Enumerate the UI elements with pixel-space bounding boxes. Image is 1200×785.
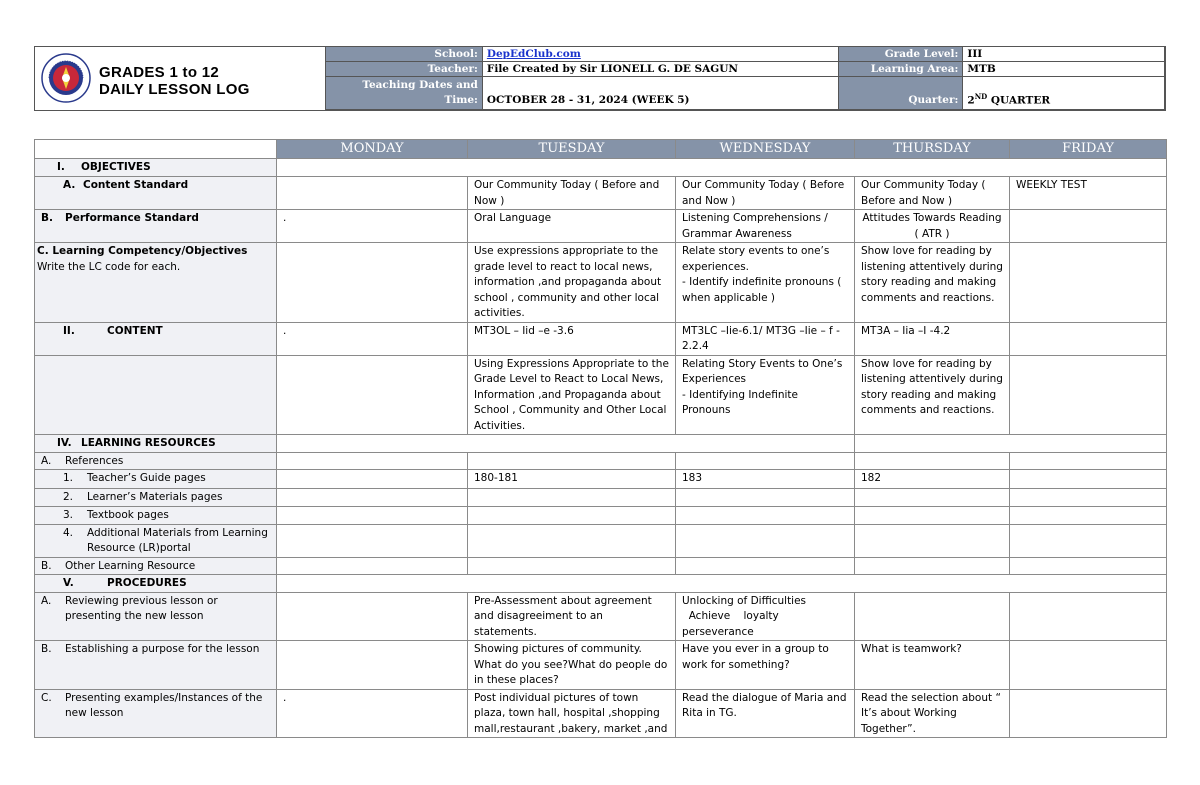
other-resource-tuesday [468,557,676,575]
additional-materials-row [35,524,1167,557]
day-header-monday: MONDAY [277,140,468,159]
quarter-text: QUARTER [987,94,1051,106]
quarter-value [963,77,1165,110]
purpose-tuesday: Showing pictures of community. What do you see?What do people do in these places? [468,641,676,690]
resources-row [35,435,1167,453]
content-detail-thursday: Show love for reading by listening attentively during story reading and making comments and reactions. [855,355,1010,435]
content-standard-row [35,177,1167,210]
quarter-number: 2 [967,94,975,106]
references-monday [277,452,468,470]
competency-wednesday: Relate story events to one’s experiences. - Identify indefinite pronouns ( when applicable ) [676,243,855,323]
daily-lesson-log-table [34,139,1167,738]
competency-row [35,243,1167,323]
resources-span-right [855,435,1167,453]
additional-materials-tuesday [468,524,676,557]
additional-materials-label: 4. Additional Materials from Learning Resource (LR)portal [35,524,277,557]
content-detail-wednesday: Relating Story Events to One’s Experiences - Identifying Indefinite Pronouns [676,355,855,435]
teacher-label: Teacher: [326,62,483,77]
additional-materials-friday [1010,524,1167,557]
lm-pages-row [35,489,1167,507]
presenting-wednesday: Read the dialogue of Maria and Rita in TG. [676,689,855,738]
presenting-label: C. Presenting examples/Instances of the new lesson [35,689,277,738]
teaching-dates-label-line2: Time: [444,94,478,106]
purpose-thursday: What is teamwork? [855,641,1010,690]
content-monday: . [277,322,468,355]
references-row [35,452,1167,470]
corner-cell [35,140,277,159]
procedures-row [35,575,1167,593]
content-standard-monday [277,177,468,210]
tg-pages-monday [277,470,468,489]
reviewing-label: A. Reviewing previous lesson or presenting the new lesson [35,592,277,641]
content-friday [1010,322,1167,355]
lesson-log-header [34,46,1166,111]
school-field [482,47,838,62]
content-standard-friday: WEEKLY TEST [1010,177,1167,210]
competency-subtitle: Write the LC code for each. [37,260,181,273]
textbook-pages-wednesday [676,507,855,525]
competency-tuesday: Use expressions appropriate to the grade level to react to local news, information ,and propaganda about school , community and other local activities. [468,243,676,323]
references-thursday [855,452,1010,470]
title-line-2: DAILY LESSON LOG [99,81,250,98]
teaching-dates-label [326,77,483,110]
school-label: School: [326,47,483,62]
content-detail-tuesday: Using Expressions Appropriate to the Grade Level to React to Local News, Information ,and Propaganda about School , Community and Other Local Activities. [468,355,676,435]
reviewing-wednesday: Unlocking of Difficulties Achieve loyalty perseverance [676,592,855,641]
reviewing-row [35,592,1167,641]
references-friday [1010,452,1167,470]
days-header-row [35,140,1167,159]
other-resource-friday [1010,557,1167,575]
purpose-wednesday: Have you ever in a group to work for something? [676,641,855,690]
content-detail-row [35,355,1167,435]
lm-pages-label: 2. Learner’s Materials pages [35,489,277,507]
quarter-label: Quarter: [838,77,963,110]
quarter-ordinal: ND [974,91,988,101]
day-header-friday: FRIDAY [1010,140,1167,159]
purpose-row [35,641,1167,690]
additional-materials-thursday [855,524,1010,557]
references-wednesday [676,452,855,470]
header-info-table [325,46,1165,110]
school-link[interactable]: DepEdClub.com [486,48,581,60]
grade-level-label: Grade Level: [838,47,963,62]
procedures-label: V. PROCEDURES [35,575,277,593]
competency-title: C. Learning Competency/Objectives [37,245,248,257]
content-standard-wednesday: Our Community Today ( Before and Now ) [676,177,855,210]
resources-label: IV. LEARNING RESOURCES [35,435,277,453]
performance-standard-friday [1010,210,1167,243]
objectives-label: I. OBJECTIVES [35,159,277,177]
additional-materials-wednesday [676,524,855,557]
content-wednesday: MT3LC –Iie-6.1/ MT3G –Iie – f - 2.2.4 [676,322,855,355]
performance-standard-wednesday: Listening Comprehensions / Grammar Awareness [676,210,855,243]
textbook-pages-thursday [855,507,1010,525]
competency-monday [277,243,468,323]
competency-thursday: Show love for reading by listening attentively during story reading and making comments and reactions. [855,243,1010,323]
tg-pages-row [35,470,1167,489]
other-resource-wednesday [676,557,855,575]
content-row [35,322,1167,355]
lm-pages-monday [277,489,468,507]
references-label: A. References [35,452,277,470]
performance-standard-monday: . [277,210,468,243]
other-resource-thursday [855,557,1010,575]
competency-friday [1010,243,1167,323]
reviewing-monday [277,592,468,641]
competency-label [35,243,277,323]
purpose-monday [277,641,468,690]
lm-pages-friday [1010,489,1167,507]
textbook-pages-row [35,507,1167,525]
day-header-tuesday: TUESDAY [468,140,676,159]
other-resource-row [35,557,1167,575]
other-resource-label: B. Other Learning Resource [35,557,277,575]
content-detail-label [35,355,277,435]
document-title [99,64,250,98]
objectives-row [35,159,1167,177]
teaching-dates-value: OCTOBER 28 - 31, 2024 (WEEK 5) [482,77,838,110]
tg-pages-wednesday: 183 [676,470,855,489]
purpose-label: B. Establishing a purpose for the lesson [35,641,277,690]
content-thursday: MT3A – Iia –I -4.2 [855,322,1010,355]
deped-seal-icon [41,53,91,103]
reviewing-thursday [855,592,1010,641]
performance-standard-row [35,210,1167,243]
presenting-friday [1010,689,1167,738]
references-tuesday [468,452,676,470]
content-detail-friday [1010,355,1167,435]
procedures-span [277,575,1167,593]
presenting-monday: . [277,689,468,738]
additional-materials-monday [277,524,468,557]
lm-pages-thursday [855,489,1010,507]
day-header-wednesday: WEDNESDAY [676,140,855,159]
textbook-pages-monday [277,507,468,525]
teaching-dates-label-line1: Teaching Dates and [362,79,478,91]
performance-standard-label: B. Performance Standard [35,210,277,243]
presenting-row [35,689,1167,738]
day-header-thursday: THURSDAY [855,140,1010,159]
title-line-1: GRADES 1 to 12 [99,64,220,81]
content-standard-tuesday: Our Community Today ( Before and Now ) [468,177,676,210]
content-standard-thursday: Our Community Today ( Before and Now ) [855,177,1010,210]
performance-standard-thursday: Attitudes Towards Reading ( ATR ) [855,210,1010,243]
content-tuesday: MT3OL – Iid –e -3.6 [468,322,676,355]
grade-level-value: III [963,47,1165,62]
learning-area-value: MTB [963,62,1165,77]
learning-area-label: Learning Area: [838,62,963,77]
tg-pages-tuesday: 180-181 [468,470,676,489]
teacher-value: File Created by Sir LIONELL G. DE SAGUN [482,62,838,77]
objectives-span [277,159,1167,177]
performance-standard-tuesday: Oral Language [468,210,676,243]
content-detail-monday [277,355,468,435]
presenting-tuesday: Post individual pictures of town plaza, town hall, hospital ,shopping mall,restaurant ,bakery, market ,and [468,689,676,738]
content-standard-label: A. Content Standard [35,177,277,210]
presenting-thursday: Read the selection about “ It’s about Working Together”. [855,689,1010,738]
reviewing-tuesday: Pre-Assessment about agreement and disagreeiment to an statements. [468,592,676,641]
textbook-pages-friday [1010,507,1167,525]
reviewing-friday [1010,592,1167,641]
tg-pages-thursday: 182 [855,470,1010,489]
lm-pages-tuesday [468,489,676,507]
tg-pages-friday [1010,470,1167,489]
content-label: II. CONTENT [35,322,277,355]
purpose-friday [1010,641,1167,690]
resources-span-left [277,435,855,453]
lm-pages-wednesday [676,489,855,507]
textbook-pages-label: 3. Textbook pages [35,507,277,525]
textbook-pages-tuesday [468,507,676,525]
other-resource-monday [277,557,468,575]
tg-pages-label: 1. Teacher’s Guide pages [35,470,277,489]
